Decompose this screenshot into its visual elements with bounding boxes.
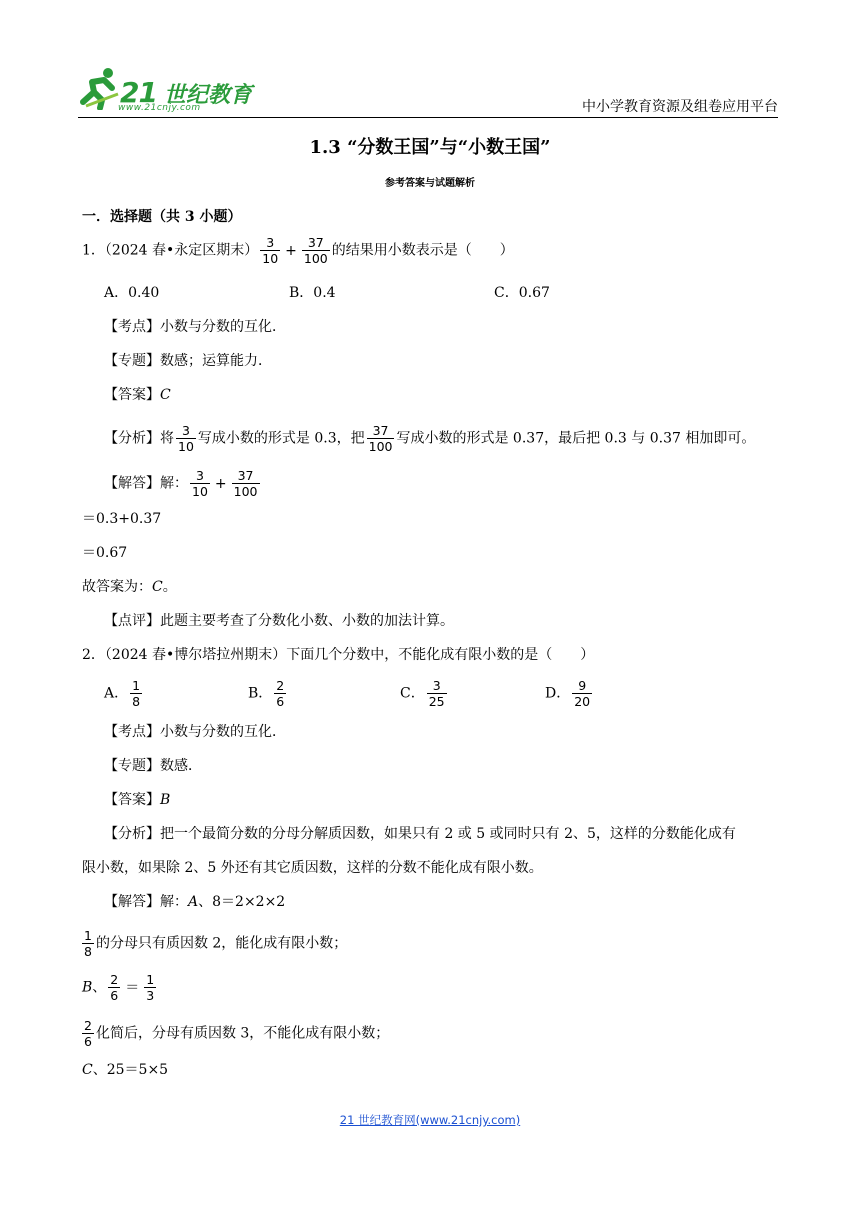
q1-answer: 【答案】C — [104, 387, 171, 403]
logo-url: www.21cnjy.com — [118, 103, 201, 113]
plus-sign: + — [285, 242, 297, 259]
q1-conclusion: 故答案为：C。 — [82, 579, 177, 595]
q2-fenxi-line-1: 【分析】把一个最简分数的分母分解质因数，如果只有 2 或 5 或同时只有 2、5，这样的分数能化成有 — [104, 826, 736, 842]
q1-kaodian: 【考点】小数与分数的互化． — [104, 319, 286, 335]
q1-jieda: 【解答】解： $\frac{3}{10}$ + $\frac{37}{100}$ — [104, 468, 258, 499]
runner-icon — [78, 66, 120, 110]
q1-fraction-1: $\frac{3}{10}$ — [262, 235, 279, 266]
q1-dianping: 【点评】此题主要考查了分数化小数、小数的加法计算。 — [104, 613, 454, 629]
q2-line-a: $\frac{1}{8}$ 的分母只有质因数 2，能化成有限小数； — [84, 928, 348, 959]
q2-line-b-explain: $\frac{2}{6}$ 化简后，分母有质因数 3，不能化成有限小数； — [84, 1018, 390, 1049]
q1-stem — [82, 235, 514, 266]
q2-zhuanti: 【专题】数感． — [104, 758, 202, 774]
fraction: $\frac{37}{100}$ — [368, 423, 393, 454]
q1-fenxi: 【分析】将 $\frac{3}{10}$ 写成小数的形式是 0.3，把 $\frac{37}{100}$ 写成小数的形式是 0.37，最后把 0.3 与 0.37 相加即可。 — [104, 423, 756, 454]
q2-answer: 【答案】B — [104, 792, 171, 808]
q1-zhuanti: 【专题】数感；运算能力． — [104, 353, 272, 369]
page-title: 1.3 “分数王国”与“小数王国” — [309, 137, 551, 158]
q1-option-b: B．0.4 — [289, 285, 336, 301]
fraction: $\frac{3}{10}$ — [192, 468, 208, 499]
q2-option-a: A． $\frac{1}{8}$ — [104, 678, 141, 709]
q2-fenxi-line-2: 限小数，如果除 2、5 外还有其它质因数，这样的分数不能化成有限小数。 — [82, 860, 543, 876]
q2-jieda: 【解答】解：A、8＝2×2×2 — [104, 894, 286, 910]
q2-line-b: B、 $\frac{2}{6}$ ＝ $\frac{1}{3}$ — [82, 972, 155, 1003]
header-divider — [78, 117, 778, 118]
footer-link[interactable]: 21 世纪教育网(www.21cnjy.com) — [339, 1113, 521, 1127]
q2-option-d: D． $\frac{9}{20}$ — [545, 678, 591, 709]
section-heading: 一．选择题（共 3 小题） — [82, 209, 242, 225]
q1-option-c: C．0.67 — [494, 285, 550, 301]
q2-stem: 2．（2024 春•博尔塔拉州期末）下面几个分数中，不能化成有限小数的是（ ） — [82, 647, 595, 663]
q1-fraction-2: $\frac{37}{100}$ — [303, 235, 328, 266]
q1-prefix: 1．（2024 春•永定区期末） — [82, 242, 259, 259]
fraction: $\frac{3}{10}$ — [178, 423, 194, 454]
q1-option-a: A．0.40 — [104, 285, 160, 301]
q2-option-b: B． $\frac{2}{6}$ — [248, 678, 285, 709]
q1-step-2: ＝0.67 — [82, 545, 128, 561]
q2-option-c: C． $\frac{3}{25}$ — [400, 678, 445, 709]
q2-line-c: C、25＝5×5 — [82, 1062, 169, 1078]
platform-name: 中小学教育资源及组卷应用平台 — [582, 99, 778, 115]
q2-kaodian: 【考点】小数与分数的互化． — [104, 724, 286, 740]
page-subtitle: 参考答案与试题解析 — [385, 178, 475, 189]
logo-brand-number: 21 — [120, 76, 157, 109]
fraction: $\frac{37}{100}$ — [233, 468, 258, 499]
q1-suffix: 的结果用小数表示是（ ） — [331, 242, 514, 259]
logo-brand-name: 世纪教育 — [164, 83, 253, 108]
q1-step-1: ＝0.3+0.37 — [82, 511, 162, 527]
